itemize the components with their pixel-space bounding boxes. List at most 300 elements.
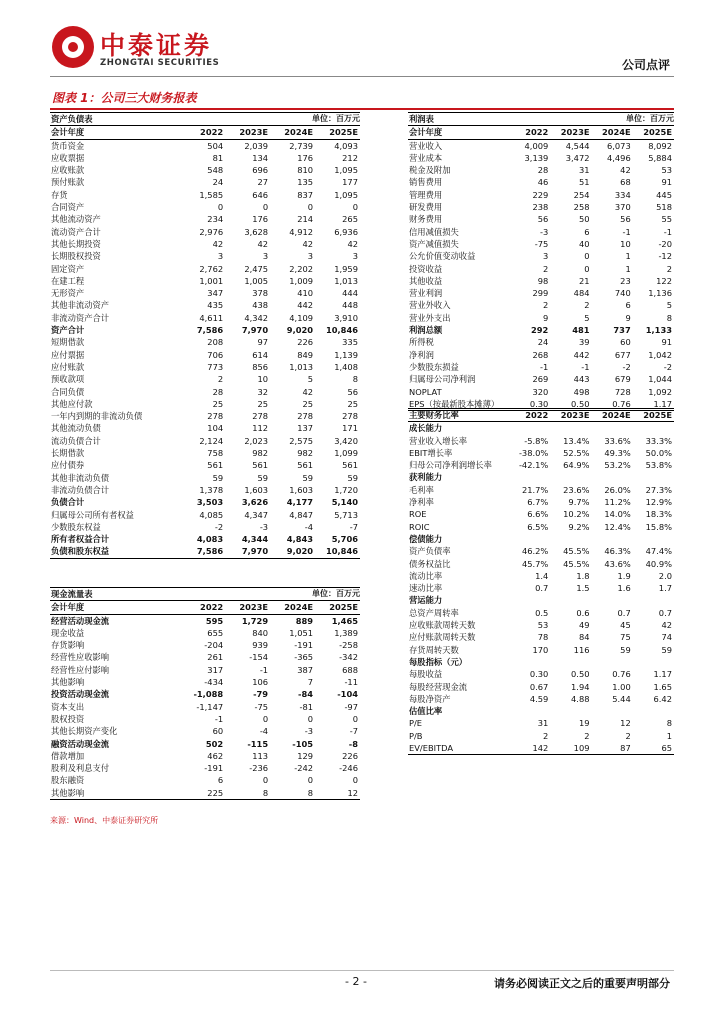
ratio-section-row (408, 533, 674, 545)
row-value: 706 (207, 349, 224, 360)
table-row (408, 447, 674, 459)
row-value: 438 (252, 300, 269, 311)
row-value: 10 (257, 374, 269, 385)
row-value: 9,020 (270, 545, 315, 558)
row-value: 1,009 (289, 275, 314, 286)
table-row (50, 447, 360, 459)
row-value: 32 (257, 386, 269, 397)
row-value: 646 (252, 189, 269, 200)
row-value: 129 (297, 750, 314, 761)
income-statement-table (408, 112, 674, 411)
table-row (408, 263, 674, 275)
row-value: 12.4% (604, 521, 631, 532)
table-row (408, 324, 674, 336)
row-value: 74 (661, 632, 672, 643)
row-value: 87 (592, 742, 633, 755)
row-value: 60 (212, 726, 224, 737)
row-value: 1.65 (653, 681, 672, 692)
row-value: 7,970 (241, 325, 269, 336)
row-value: 442 (297, 300, 314, 311)
row-value: 47.4% (645, 546, 672, 557)
row-label: 应付债券 (51, 460, 85, 471)
table-row (408, 201, 674, 213)
row-value: 3 (262, 251, 269, 262)
row-value: 1.94 (571, 681, 590, 692)
row-value: 737 (613, 325, 631, 336)
row-value: 939 (252, 640, 269, 651)
row-value: 7,586 (180, 545, 225, 558)
row-value: 4,847 (289, 509, 314, 520)
row-label: 应付账款 (51, 361, 85, 372)
row-value: 2,023 (244, 435, 269, 446)
row-value: -1 (663, 226, 672, 237)
row-label: 每股净资产 (409, 693, 451, 704)
table-title: 利润表 (408, 113, 592, 126)
row-value: 229 (532, 189, 549, 200)
row-value: 265 (342, 214, 358, 225)
row-value: 1,095 (334, 189, 358, 200)
row-value: 12 (620, 718, 631, 729)
table-header-row (408, 126, 674, 139)
row-label: 股利及利息支付 (51, 763, 110, 774)
row-value: 3 (543, 251, 549, 262)
year-header: 2023E (225, 126, 270, 139)
row-value: 4,109 (289, 312, 314, 323)
row-value: 0.76 (592, 398, 633, 411)
year-header: 2025E (633, 409, 674, 422)
row-value: 1,465 (331, 615, 358, 626)
row-value: 25 (212, 398, 224, 409)
table-title-row (50, 113, 360, 126)
row-value: 46.3% (604, 546, 631, 557)
row-value: 112 (252, 423, 269, 434)
footer-divider (50, 970, 674, 971)
table-row (50, 651, 360, 663)
row-value: -191 (294, 640, 314, 651)
row-value: 10,846 (325, 325, 358, 336)
row-value: 177 (342, 177, 358, 188)
table-row (50, 373, 360, 385)
header-divider (50, 76, 674, 77)
row-label: 每股经营现金流 (409, 681, 468, 692)
row-value: 837 (297, 189, 314, 200)
row-value: 347 (207, 288, 224, 299)
table-row (50, 287, 360, 299)
table-row (408, 668, 674, 680)
table-row (408, 558, 674, 570)
row-value: 113 (252, 750, 269, 761)
row-value: 2 (543, 300, 549, 311)
row-label: ROE (409, 509, 427, 520)
row-value: 97 (257, 337, 269, 348)
row-value: 53 (661, 165, 672, 176)
table-row (50, 336, 360, 348)
row-value: -1 (214, 713, 224, 724)
row-value: 378 (252, 288, 269, 299)
row-value: 18.3% (645, 509, 672, 520)
row-label: 合同负债 (51, 386, 85, 397)
row-value: 4,912 (289, 226, 314, 237)
table-row (408, 139, 674, 152)
row-value: 677 (614, 349, 631, 360)
row-label: 管理费用 (409, 189, 443, 200)
table-row (408, 287, 674, 299)
row-value: 49 (578, 620, 590, 631)
table-title-row (50, 588, 360, 601)
row-value: 0 (352, 202, 358, 213)
row-value: 6,073 (606, 140, 631, 151)
row-value: -1,088 (193, 689, 224, 700)
company-logo-icon (52, 26, 94, 68)
year-header: 2023E (550, 126, 591, 139)
row-value: 4.88 (571, 693, 590, 704)
table-row (50, 349, 360, 361)
row-value: 8 (225, 787, 270, 800)
year-header: 2023E (550, 409, 591, 422)
row-value: 6.7% (527, 497, 549, 508)
row-value: -12 (658, 251, 672, 262)
row-value: 443 (573, 374, 590, 385)
row-value: 212 (342, 152, 358, 163)
row-label: 货币资金 (51, 140, 85, 151)
row-label: 营业利润 (409, 288, 443, 299)
row-value: 81 (212, 152, 224, 163)
row-value: 104 (207, 423, 224, 434)
disclaimer: 请务必阅读正文之后的重要声明部分 (494, 977, 670, 990)
row-value: -84 (298, 689, 314, 700)
row-value: 23 (620, 275, 631, 286)
row-value: 2 (584, 300, 590, 311)
row-value: 42 (212, 238, 224, 249)
table-row (50, 299, 360, 311)
row-value: -104 (337, 689, 358, 700)
row-value: 5,140 (331, 497, 358, 508)
row-value: 3 (307, 251, 314, 262)
table-row (50, 226, 360, 238)
row-value: 1,378 (199, 484, 224, 495)
row-label: 在建工程 (51, 275, 85, 286)
row-value: 444 (342, 288, 358, 299)
row-value: 4,496 (606, 152, 631, 163)
row-value: 238 (532, 202, 549, 213)
row-value: 10,846 (315, 545, 360, 558)
row-value: -154 (249, 652, 269, 663)
row-value: 0 (217, 202, 224, 213)
row-value: 679 (614, 374, 631, 385)
row-value: 1.17 (633, 398, 674, 411)
row-value: 1 (625, 251, 631, 262)
row-value: 484 (573, 288, 590, 299)
row-value: -42.1% (518, 460, 549, 471)
table-row (408, 681, 674, 693)
row-value: 3 (217, 251, 224, 262)
row-label: 营业收入增长率 (409, 435, 468, 446)
table-row (408, 189, 674, 201)
year-header: 2022 (180, 126, 225, 139)
row-value: 0.7 (535, 583, 549, 594)
row-value: 840 (252, 627, 269, 638)
row-value: 1.17 (653, 669, 672, 680)
row-value: 42 (302, 386, 314, 397)
row-value: 481 (572, 325, 590, 336)
row-value: 1 (666, 730, 672, 741)
row-value: 21 (578, 275, 590, 286)
year-header: 2024E (270, 126, 315, 139)
row-value: 78 (537, 632, 549, 643)
row-value: 60 (620, 337, 631, 348)
table-row (408, 213, 674, 225)
ratio-section-name: 获利能力 (409, 472, 443, 483)
row-value: 1,099 (334, 448, 358, 459)
table-row (408, 730, 674, 742)
row-value: 269 (532, 374, 549, 385)
row-label: EPS（按最新股本摊薄） (408, 398, 509, 411)
row-value: 445 (656, 189, 672, 200)
row-value: 0 (584, 251, 590, 262)
row-value: 0.50 (571, 669, 590, 680)
row-value: 98 (537, 275, 549, 286)
table-title-row (408, 409, 674, 422)
row-value: 561 (252, 460, 269, 471)
row-value: 1,729 (241, 615, 269, 626)
row-value: 2,575 (289, 435, 314, 446)
row-value: 42 (661, 620, 672, 631)
table-row (50, 676, 360, 688)
table-row (50, 152, 360, 164)
row-label: 少数股东损益 (409, 361, 459, 372)
year-header: 2025E (315, 601, 360, 614)
row-value: 2 (217, 374, 224, 385)
table-row (408, 459, 674, 471)
row-value: 50.0% (645, 447, 672, 458)
row-label: 资产减值损失 (409, 238, 459, 249)
row-value: 0.6 (576, 607, 590, 618)
row-value: 27 (257, 177, 269, 188)
row-value: 28 (212, 386, 224, 397)
table-row (50, 189, 360, 201)
row-value: 3 (352, 251, 358, 262)
row-value: 51 (578, 177, 590, 188)
table-row (50, 701, 360, 713)
ratio-section-name: 每股指标（元） (409, 656, 468, 667)
row-value: 134 (252, 152, 269, 163)
table-row (50, 324, 360, 336)
row-value: -3 (540, 226, 549, 237)
row-value: 45.5% (563, 546, 590, 557)
row-value: 4,085 (199, 509, 224, 520)
row-value: 2,739 (289, 140, 314, 151)
row-value: 758 (207, 448, 224, 459)
figure-title: 图表 1：公司三大财务报表 (52, 91, 197, 105)
row-value: 64.9% (563, 460, 590, 471)
table-row (408, 386, 674, 398)
row-label: 经营性应付影响 (51, 664, 110, 675)
row-value: -1 (622, 226, 631, 237)
table-row (408, 496, 674, 508)
table-header-row (50, 601, 360, 614)
row-value: -236 (249, 763, 269, 774)
row-value: 982 (297, 448, 314, 459)
row-value: 1,136 (648, 288, 672, 299)
row-value: 4,009 (524, 140, 549, 151)
row-label: 投资活动现金流 (51, 689, 110, 700)
row-value: 728 (614, 386, 631, 397)
row-label: 流动负债合计 (51, 435, 101, 446)
row-value: 142 (509, 742, 550, 755)
row-value: 548 (207, 165, 224, 176)
row-value: -2 (214, 521, 224, 532)
row-label: 营业外支出 (409, 312, 451, 323)
row-value: 1,001 (199, 275, 224, 286)
row-value: 53.8% (645, 460, 672, 471)
row-label: 净利润 (409, 349, 434, 360)
row-value: 1,408 (334, 361, 358, 372)
row-label: 其他非流动资产 (51, 300, 110, 311)
row-value: 4,611 (199, 312, 224, 323)
row-label: 非流动负债合计 (51, 484, 110, 495)
table-row (50, 263, 360, 275)
row-value: 1,044 (648, 374, 672, 385)
row-value: 2 (625, 730, 631, 741)
row-value: 33.6% (604, 435, 631, 446)
row-value: 21.7% (521, 484, 549, 495)
row-value: 75 (620, 632, 631, 643)
table-row (50, 312, 360, 324)
row-label: P/E (409, 718, 423, 729)
table-row (50, 410, 360, 422)
row-value: 53.2% (604, 460, 631, 471)
row-value: -79 (253, 689, 269, 700)
row-label: 资本支出 (51, 701, 85, 712)
row-label: 借款增加 (51, 750, 85, 761)
table-row (50, 639, 360, 651)
row-value: 0.5 (535, 607, 549, 618)
table-row (50, 738, 360, 750)
row-value: 4,177 (286, 497, 314, 508)
row-value: 50 (578, 214, 590, 225)
row-value: 1,013 (334, 275, 358, 286)
table-title: 资产负债表 (50, 113, 270, 126)
row-value: 59 (212, 472, 224, 483)
row-value: 254 (573, 189, 590, 200)
table-row (408, 164, 674, 176)
row-value: 40.9% (645, 558, 672, 569)
row-value: -11 (344, 677, 358, 688)
table-row (408, 226, 674, 238)
row-value: 2 (584, 730, 590, 741)
row-value: 49.3% (604, 447, 631, 458)
header-label: 会计年度 (50, 601, 180, 614)
row-label: 研发费用 (409, 202, 443, 213)
row-value: -38.0% (518, 447, 549, 458)
table-row (408, 631, 674, 643)
row-value: 849 (297, 349, 314, 360)
row-value: -20 (658, 238, 672, 249)
row-label: 资产合计 (51, 325, 85, 336)
row-value: 171 (342, 423, 358, 434)
row-value: 696 (252, 165, 269, 176)
row-value: 7,970 (225, 545, 270, 558)
year-header: 2022 (509, 409, 550, 422)
row-value: 1,013 (289, 361, 314, 372)
row-value: 208 (207, 337, 224, 348)
row-value: 7,586 (196, 325, 224, 336)
row-value: 1.00 (612, 681, 631, 692)
row-value: 0.50 (550, 398, 591, 411)
row-label: 债务权益比 (409, 558, 451, 569)
row-value: 91 (661, 177, 672, 188)
row-value: 53 (537, 620, 549, 631)
row-value: 56 (620, 214, 631, 225)
row-value: 5,713 (334, 509, 358, 520)
row-value: 0 (307, 775, 314, 786)
source-note: 来源：Wind、中泰证券研究所 (50, 816, 159, 825)
table-row (50, 627, 360, 639)
row-label: 资产负债率 (409, 546, 451, 557)
table-row (50, 139, 360, 152)
row-value: 1,959 (334, 263, 358, 274)
table-row (408, 435, 674, 447)
row-value: 5 (307, 374, 314, 385)
row-value: 1.5 (576, 583, 590, 594)
row-value: 14.0% (604, 509, 631, 520)
table-row (50, 750, 360, 762)
row-value: 0 (262, 775, 269, 786)
row-value: 8 (352, 374, 358, 385)
row-value: 3,472 (565, 152, 590, 163)
row-value: 11.2% (604, 497, 631, 508)
row-label: 归属母公司所有者权益 (51, 509, 134, 520)
row-value: 7 (307, 677, 314, 688)
table-title: 现金流量表 (50, 588, 270, 601)
header-label: 会计年度 (408, 126, 509, 139)
row-value: 258 (573, 202, 590, 213)
row-value: 0.67 (529, 681, 549, 692)
row-label: 其他非流动负债 (51, 472, 110, 483)
row-value: 27.3% (645, 484, 672, 495)
row-label: 短期借款 (51, 337, 85, 348)
row-value: 278 (252, 411, 269, 422)
row-label: 公允价值变动收益 (409, 251, 476, 262)
row-value: 2,202 (289, 263, 314, 274)
row-value: 3,626 (241, 497, 269, 508)
row-value: 42 (302, 238, 314, 249)
table-row (408, 717, 674, 729)
row-value: 226 (297, 337, 314, 348)
table-row (50, 725, 360, 737)
table-row (50, 533, 360, 545)
row-value: -7 (349, 521, 358, 532)
table-row (408, 508, 674, 520)
row-label: 信用减值损失 (409, 226, 459, 237)
row-value: 42 (620, 165, 631, 176)
row-value: 856 (252, 361, 269, 372)
table-row (50, 275, 360, 287)
row-value: 9.7% (568, 497, 590, 508)
row-value: 52.5% (563, 447, 590, 458)
row-value: 462 (207, 750, 224, 761)
row-label: 毛利率 (409, 484, 434, 495)
ratio-section-name: 偿债能力 (409, 533, 443, 544)
table-row (50, 614, 360, 627)
row-label: 应收票据 (51, 152, 85, 163)
row-label: P/B (409, 730, 423, 741)
row-value: 225 (180, 787, 225, 800)
row-label: 预付账款 (51, 177, 85, 188)
table-row (408, 693, 674, 705)
table-row (408, 152, 674, 164)
row-label: 融资活动现金流 (51, 738, 110, 749)
